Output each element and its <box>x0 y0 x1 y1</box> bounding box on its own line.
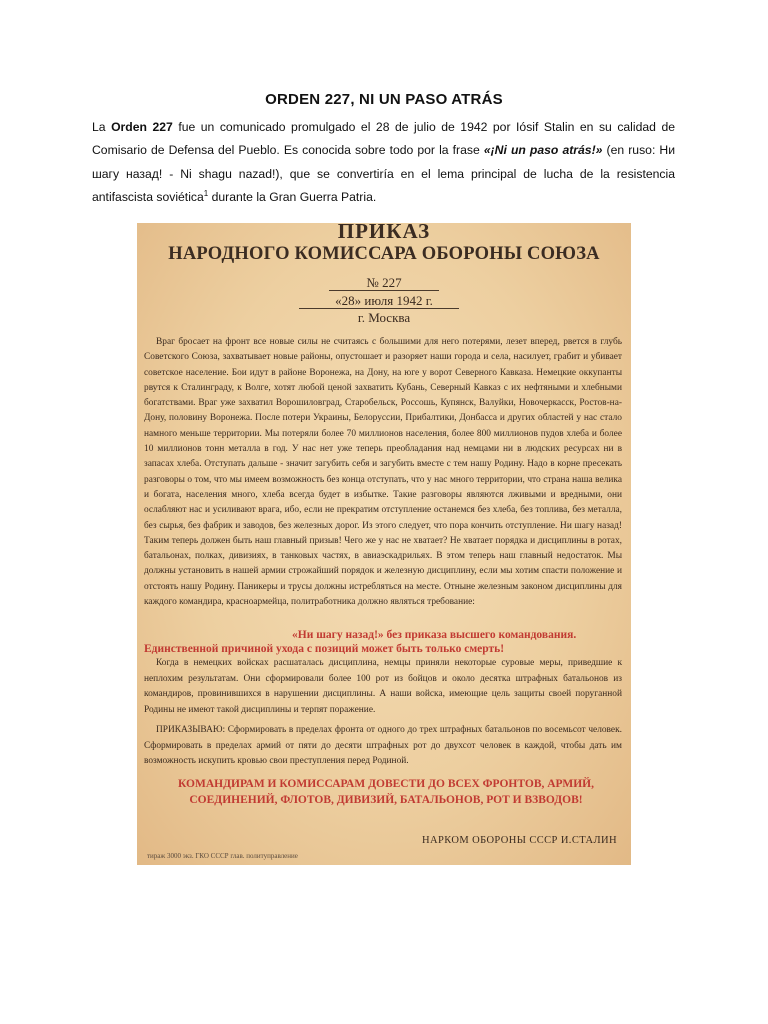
intro-paragraph <box>92 116 675 209</box>
poster-signature: НАРКОМ ОБОРОНЫ СССР И.СТАЛИН <box>422 835 617 846</box>
order-227-poster-image <box>137 223 631 865</box>
poster-slogan-line-2: Единственной причиной ухода с позиций может быть только смерть! <box>144 643 505 655</box>
poster-body-1: Враг бросает на фронт все новые силы не считаясь с большими для него потерями, лезет вперед, рвется в глубь Советского Союза, захватывает новые районы, опустошает и разоряет наши города и села, насилует, грабит и убивает советское население. Бои идут в районе Воронежа, на Дону, на юге у ворот Северного Кавказа. Немецкие оккупанты рвутся к Сталинграду, к Волге, хотят любой ценой захватить Кубань, Северный Кавказ с их нефтяными и хлебными богатствами. Враг уже захватил Ворошиловград, Старобельск, Россошь, Купянск, Валуйки, Новочеркасск, Ростов-на-Дону, половину Воронежа. После потери Украины, Белоруссии, Прибалтики, Донбасса и других областей у нас стало намного меньше территории. Мы потеряли более 70 миллионов населения, более 800 миллионов пудов хлеба и более 10 миллионов тонн металла в год. У нас нет уже теперь преобладания над немцами ни в людских ресурсах ни в запасах хлеба. Отступать дальше - значит загубить себя и загубить вместе с тем нашу Родину. Надо в корне пресекать разговоры о том, что мы имеем возможность без конца отступать, что у нас много территории, что страна наша велика и богата, населения много, хлеба всегда будет в избытке. Такие разговоры являются лживыми и вредными, они ослабляют нас и усиливают врага, ибо, если не прекратим отступление останемся без хлеба, без топлива, без металла, без сырья, без фабрик и заводов, без железных дорог. Из этого следует, что пора кончить отступление. Ни шагу назад! Таким теперь должен быть наш главный призыв! Чего же у нас не хватает? Не хватает порядка и дисциплины в ротах, батальонах, полках, дивизиях, в танковых частях, в авиаэскадрильях. В этом теперь наш главный недостаток. Мы должны установить в нашей армии строжайший порядок и железную дисциплину, если мы хотим спасти положение и отстоять нашу Родину. Паникеры и трусы должны истребляться на месте. Отныне железным законом дисциплины для каждого командира, красноармейца, политработника должно являться требование: <box>144 337 622 608</box>
intro-text-3: durante la Gran Guerra Patria. <box>211 189 377 204</box>
intro-orden: Orden 227 <box>111 120 173 134</box>
poster-underline <box>329 290 439 291</box>
poster-heading: ПРИКАЗ <box>337 223 431 243</box>
poster-order-text: ПРИКАЗЫВАЮ: Сформировать в пределах фронта от одного до трех штрафных батальонов по восемьсот человек. Сформировать в пределах армий от пяти до десяти штрафных рот до двухсот человек в каждой, чтобы дать им возможность искупить кровью свои преступления перед Родиной. <box>144 725 622 766</box>
footnote-marker[interactable]: 1 <box>203 188 209 198</box>
poster-city: г. Москва <box>357 310 411 325</box>
poster-footer: тираж 3000 экз. ГКО СССР глав. политуправление <box>147 852 298 860</box>
poster-body-2: Когда в немецких войсках расшаталась дисциплина, немцы приняли некоторые суровые меры, приведшие к неплохим результатам. Они сформировали более 100 рот из бойцов и около десятка штрафных батальонов из командиров, провинившихся в нарушении дисциплины. А наши войска, имеющие цель защиты своей поруганной Родины не имеют такой дисциплины и терпят поражение. <box>144 658 622 715</box>
poster-date: «28» июля 1942 г. <box>335 293 433 308</box>
intro-la: La <box>92 120 106 134</box>
poster-underline <box>299 308 459 309</box>
poster-subheading: НАРОДНОГО КОМИССАРА ОБОРОНЫ СОЮЗА <box>168 244 600 264</box>
poster-slogan-line-1: «Ни шагу назад!» без приказа высшего командования. <box>292 629 577 641</box>
poster-call-to-action: КОМАНДИРАМ И КОМИССАРАМ ДОВЕСТИ ДО ВСЕХ ФРОНТОВ, АРМИЙ, СОЕДИНЕНИЙ, ФЛОТОВ, ДИВИЗИЙ, БАТАЛЬОНОВ, РОТ И ВЗВОДОВ! <box>178 778 594 806</box>
intro-text-2: (en ruso: Ни шагу назад! - Ni shagu nazad!), que se convertiría en el lema principal de lucha de la resistencia antifascista soviética <box>92 143 676 204</box>
document-title: ORDEN 227, NI UN PASO ATRÁS <box>265 91 503 108</box>
intro-phrase: «¡Ni un paso atrás!» <box>483 143 603 158</box>
poster-number: № 227 <box>366 275 402 290</box>
poster-red-slogan <box>144 628 622 656</box>
intro-text-1: fue un comunicado promulgado el 28 de julio de 1942 por Iósif Stalin en su calidad de Comisario de Defensa del Pueblo. Es conocida sobre todo por la frase <box>92 120 675 158</box>
